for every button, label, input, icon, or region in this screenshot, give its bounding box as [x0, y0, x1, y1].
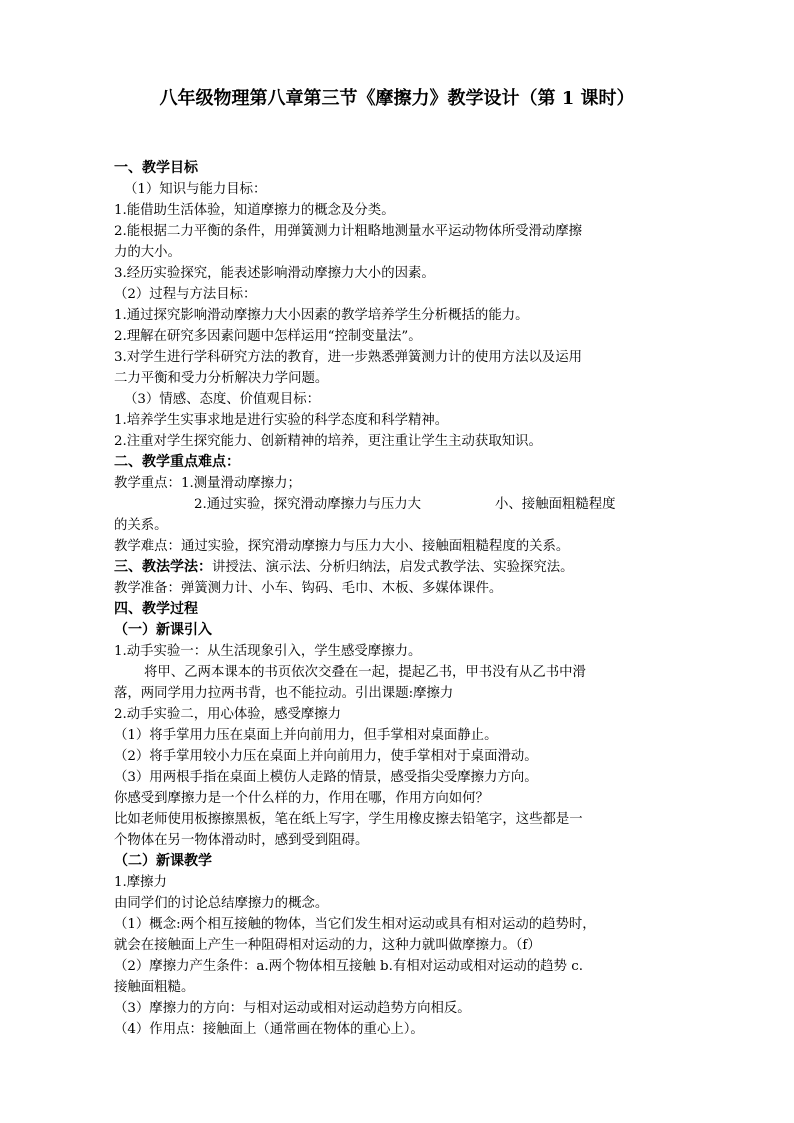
- text-line: 个物体在另一物体滑动时，感到受到阻碍。: [114, 833, 369, 848]
- text-line: 3.经历实验探究，能表述影响滑动摩擦力大小的因素。: [114, 266, 435, 281]
- subheading-knowledge: （1）知识与能力目标：: [124, 182, 267, 197]
- text-line: （1）概念:两个相互接触的物体，当它们发生相对运动或具有相对运动的趋势时，: [114, 917, 596, 932]
- text-line: 1.摩擦力: [114, 875, 167, 890]
- text-line: （2）将手掌用较小力压在桌面上并向前用力，使手掌相对于桌面滑动。: [114, 749, 538, 764]
- text-line: 教学重点：1.测量滑动摩擦力；: [114, 476, 301, 491]
- text-line: （3）用两根手指在桌面上模仿人走路的情景，感受指尖受摩擦力方向。: [114, 770, 538, 785]
- text-line: 由同学们的讨论总结摩擦力的概念。: [114, 896, 329, 911]
- text-line: 2.注重对学生探究能力、创新精神的培养，更注重让学生主动获取知识。: [114, 434, 542, 449]
- subheading-attitude: （3）情感、态度、价值观目标：: [124, 392, 320, 407]
- section-heading-key-points: 二、教学重点难点：: [114, 454, 240, 470]
- document-body: [114, 158, 674, 1040]
- text-line: 就会在接触面上产生一种阻碍相对运动的力，这种力就叫做摩擦力。（f）: [114, 938, 541, 953]
- text-line: 2.能根据二力平衡的条件，用弹簧测力计粗略地测量水平运动物体所受滑动摩擦: [114, 224, 583, 239]
- text-line: （3）摩擦力的方向：与相对运动或相对运动趋势方向相反。: [114, 1001, 471, 1016]
- text-line: （4）作用点：接触面上（通常画在物体的重心上）。: [114, 1022, 424, 1037]
- text-line: [114, 557, 674, 578]
- text-line: （1）将手掌用力压在桌面上并向前用力，但手掌相对桌面静止。: [114, 728, 498, 743]
- text-line: 你感受到摩擦力是一个什么样的力，作用在哪，作用方向如何？: [114, 791, 489, 806]
- page-title: 八年级物理第八章第三节《摩擦力》教学设计（第 1 课时）: [159, 88, 635, 109]
- text-line: 的关系。: [114, 518, 168, 533]
- text-line: 1.培养学生实事求地是进行实验的科学态度和科学精神。: [114, 413, 449, 428]
- text-line: 1.通过探究影响滑动摩擦力大小因素的教学培养学生分析概括的能力。: [114, 308, 529, 323]
- text-line: 2.理解在研究多因素问题中怎样运用“控制变量法”。: [114, 329, 422, 344]
- text-line: 教学准备：弹簧测力计、小车、钩码、毛巾、木板、多媒体课件。: [114, 581, 503, 596]
- section-heading-process: 四、教学过程: [114, 601, 198, 617]
- text-line: 教学难点：通过实验，探究滑动摩擦力与压力大小、接触面粗糙程度的关系。: [114, 539, 570, 554]
- section-heading-objectives: 一、教学目标: [114, 160, 198, 176]
- text-line: [114, 494, 674, 515]
- text-fragment: 讲授法、演示法、分析归纳法，启发式教学法、实验探究法。: [212, 560, 574, 575]
- text-line: 将甲、乙两本课本的书页依次交叠在一起，提起乙书，甲书没有从乙书中滑: [144, 665, 586, 680]
- section-heading-methods: 三、教法学法：: [114, 559, 212, 575]
- subheading-new-lesson: （二）新课教学: [114, 853, 212, 869]
- text-line: （2）摩擦力产生条件：a.两个物体相互接触 b.有相对运动或相对运动的趋势 c.: [114, 959, 583, 974]
- text-line: 3.对学生进行学科研究方法的教育，进一步熟悉弹簧测力计的使用方法以及运用: [114, 350, 583, 365]
- text-line: 二力平衡和受力分析解决力学问题。: [114, 371, 329, 386]
- text-fragment: 小、接触面粗糙程度: [495, 497, 616, 512]
- text-line: 1.动手实验一：从生活现象引入，学生感受摩擦力。: [114, 644, 422, 659]
- text-line: 1.能借助生活体验，知道摩擦力的概念及分类。: [114, 203, 395, 218]
- text-line: 2.动手实验二，用心体验，感受摩擦力: [114, 707, 342, 722]
- text-line: 力的大小。: [114, 245, 181, 260]
- text-line: 比如老师使用板擦擦黑板，笔在纸上写字，学生用橡皮擦去铅笔字，这些都是一: [114, 812, 583, 827]
- text-line: 接触面粗糙。: [114, 980, 195, 995]
- subheading-process: （2）过程与方法目标：: [114, 287, 257, 302]
- text-line: 落，两同学用力拉两书背，也不能拉动。引出课题:摩擦力: [114, 686, 454, 701]
- subheading-intro: （一）新课引入: [114, 622, 212, 638]
- text-fragment: 2.通过实验，探究滑动摩擦力与压力大: [194, 497, 422, 512]
